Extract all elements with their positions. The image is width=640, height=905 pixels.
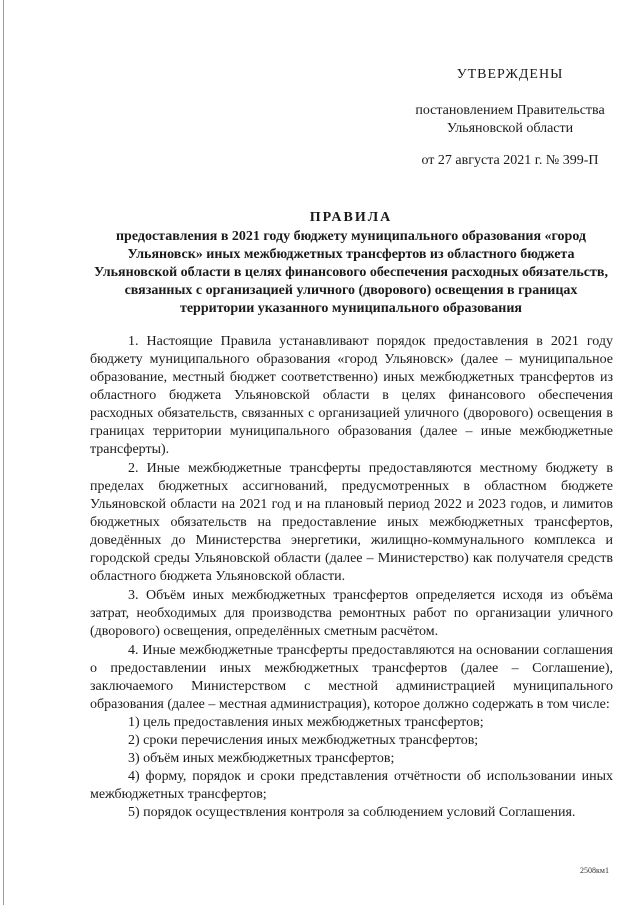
- footer-document-code: 2508км1: [580, 866, 609, 875]
- document-heading: [86, 209, 616, 318]
- paragraph-4: 4. Иные межбюджетные трансферты предоставляются на основании соглашения о предоставлении иных межбюджетных трансфертов (далее – Соглашение), заключаемого Министерством с местной администрацией муниципального образования (далее – местная администрация), которое должно содержать в том числе:: [90, 643, 613, 712]
- approval-line-2: Ульяновской области: [446, 121, 574, 136]
- list-item-4: 4) форму, порядок и сроки представления отчётности об использовании иных межбюджетных трансфертов;: [90, 769, 613, 802]
- approval-line-1: постановлением Правительства: [415, 103, 605, 118]
- list-item-2: 2) сроки перечисления иных межбюджетных трансфертов;: [128, 733, 479, 748]
- list-item-5: 5) порядок осуществления контроля за соблюдением условий Соглашения.: [128, 805, 576, 820]
- paragraph-3: 3. Объём иных межбюджетных трансфертов определяется исходя из объёма затрат, необходимых для производства ремонтных работ по организации уличного (дворового) освещения, определённых сметным расчётом.: [90, 588, 613, 639]
- list-item-1: 1) цель предоставления иных межбюджетных трансфертов;: [128, 715, 484, 730]
- document-body: [90, 333, 613, 822]
- approval-title: УТВЕРЖДЕНЫ: [456, 67, 564, 82]
- approval-date: от 27 августа 2021 г. № 399-П: [421, 153, 599, 168]
- scan-edge-line: [3, 0, 4, 905]
- list-item-3: 3) объём иных межбюджетных трансфертов;: [128, 751, 395, 766]
- heading-main: ПРАВИЛА: [309, 210, 393, 225]
- heading-subtitle: предоставления в 2021 году бюджету муниципального образования «город Ульяновск» иных межбюджетных трансфертов из областного бюджета Ульяновской области в целях финансового обеспечения расходных обязательств, связанных с организацией уличного (дворового) освещения в границах территории указанного муниципального образования: [94, 229, 608, 316]
- paragraph-1: 1. Настоящие Правила устанавливают порядок предоставления в 2021 году бюджету муниципального образования «город Ульяновск» (далее – муниципальное образование, местный бюджет соответственно) иных межбюджетных трансфертов из областного бюджета Ульяновской области в целях финансового обеспечения расходных обязательств, связанных с организацией уличного (дворового) освещения в границах территории муниципального образования (далее – иные межбюджетные трансферты).: [90, 334, 613, 457]
- paragraph-2: 2. Иные межбюджетные трансферты предоставляются местному бюджету в пределах бюджетных ассигнований, предусмотренных в областном бюджете Ульяновской области на 2021 год и на плановый период 2022 и 2023 годов, и лимитов бюджетных обязательств на предоставление иных межбюджетных трансфертов, доведённых до Министерства энергетики, жилищно-коммунального комплекса и городской среды Ульяновской области (далее – Министерство) как получателя средств областного бюджета Ульяновской области.: [90, 461, 613, 584]
